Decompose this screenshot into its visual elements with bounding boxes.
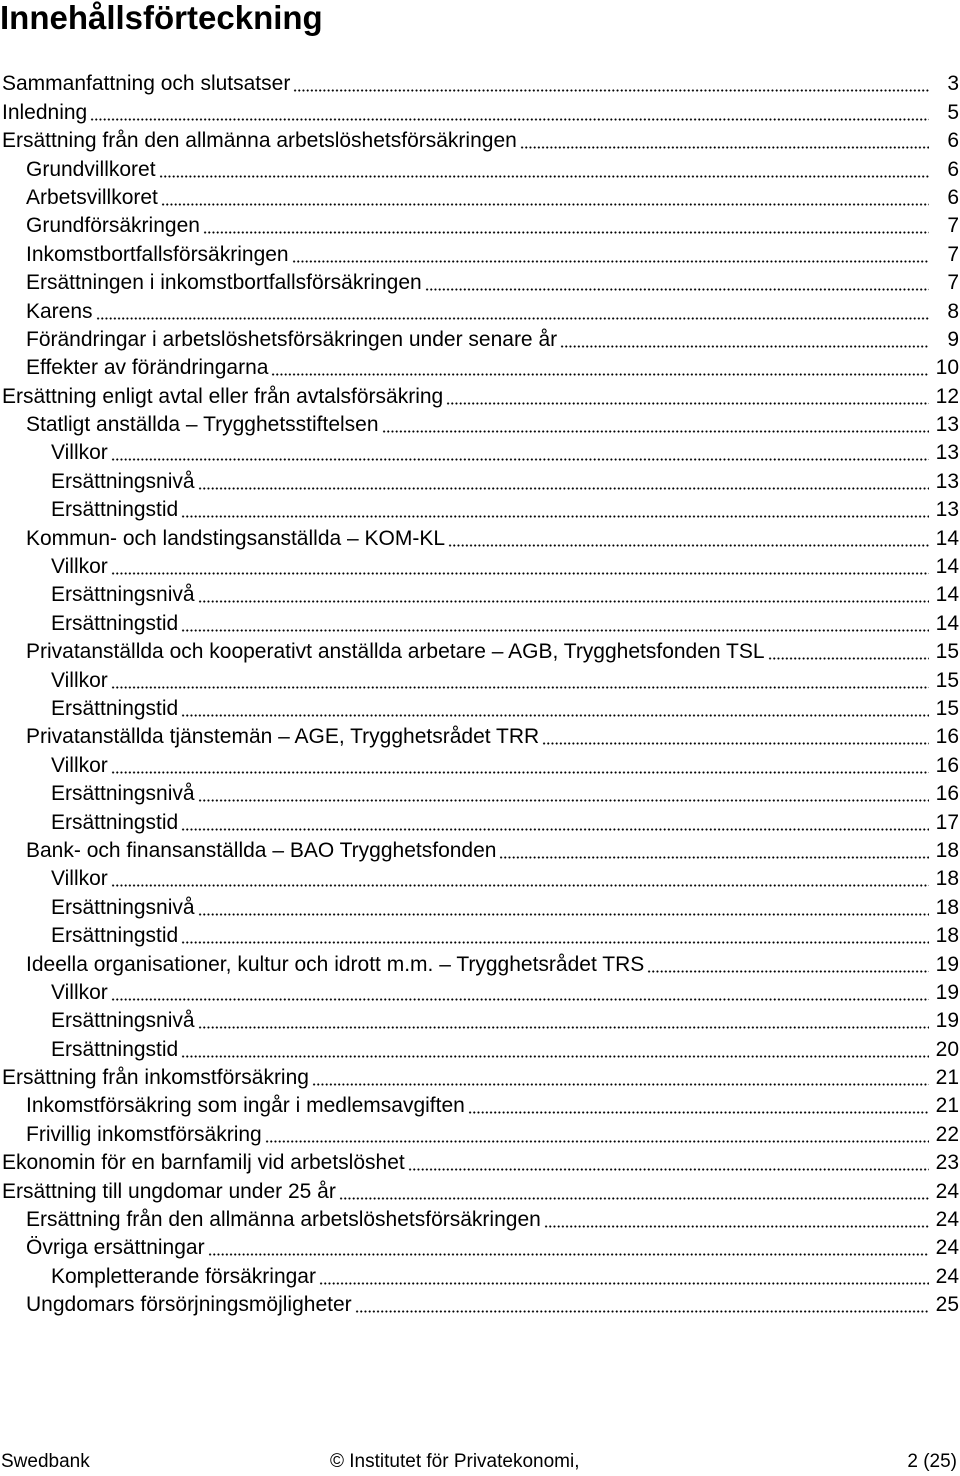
toc-entry-title: Ersättningsnivå	[51, 1009, 195, 1033]
toc-entry-title: Förändringar i arbetslöshetsförsäkringen under senare år	[26, 327, 558, 351]
toc-entry[interactable]	[0, 495, 960, 523]
toc-entry-page: 21	[935, 1066, 959, 1090]
toc-dot-leader	[181, 941, 929, 944]
toc-dot-leader	[198, 913, 929, 916]
toc-dot-leader	[198, 799, 929, 802]
toc-dot-leader	[520, 146, 929, 149]
toc-entry-title: Villkor	[51, 980, 108, 1004]
toc-entry[interactable]	[0, 1205, 960, 1233]
toc-entry-page: 7	[947, 214, 959, 238]
toc-entry-title: Ersättning från den allmänna arbetslöshetsförsäkringen	[2, 129, 517, 153]
toc-entry-title: Grundförsäkringen	[26, 214, 200, 238]
toc-entry-page: 7	[947, 271, 959, 295]
toc-entry-page: 13	[935, 441, 959, 465]
toc-dot-leader	[293, 89, 929, 92]
toc-entry[interactable]	[0, 296, 960, 324]
toc-entry[interactable]	[0, 694, 960, 722]
toc-dot-leader	[425, 288, 929, 291]
toc-entry[interactable]	[0, 1034, 960, 1062]
toc-entry-page: 14	[935, 526, 959, 550]
toc-entry-title: Karens	[26, 299, 93, 323]
toc-entry[interactable]	[0, 69, 960, 97]
toc-entry-title: Ersättningsnivå	[51, 583, 195, 607]
toc-entry-title: Ersättningsnivå	[51, 469, 195, 493]
toc-dot-leader	[265, 1140, 929, 1143]
page-footer	[0, 1450, 960, 1476]
toc-dot-leader	[111, 572, 929, 575]
toc-entry-page: 24	[935, 1208, 959, 1232]
toc-dot-leader	[181, 1055, 929, 1058]
toc-entry[interactable]	[0, 608, 960, 636]
footer-page-number: 2 (25)	[907, 1451, 957, 1472]
toc-entry-page: 20	[935, 1037, 959, 1061]
toc-entry[interactable]	[0, 722, 960, 750]
toc-entry-page: 24	[935, 1236, 959, 1260]
toc-entry-page: 12	[935, 384, 959, 408]
toc-entry-title: Ersättningsnivå	[51, 782, 195, 806]
toc-dot-leader	[198, 600, 929, 603]
toc-entry[interactable]	[0, 523, 960, 551]
document-title: Innehållsförteckning	[0, 0, 323, 36]
toc-entry-title: Övriga ersättningar	[26, 1236, 205, 1260]
toc-entry-page: 6	[947, 157, 959, 181]
toc-dot-leader	[111, 998, 929, 1001]
toc-entry-page: 15	[935, 668, 959, 692]
toc-entry-page: 15	[935, 640, 959, 664]
toc-entry-title: Ersättningstid	[51, 924, 179, 948]
toc-dot-leader	[319, 1282, 929, 1285]
toc-entry[interactable]	[0, 239, 960, 267]
toc-entry-page: 3	[947, 72, 959, 96]
toc-dot-leader	[161, 203, 929, 206]
toc-entry-page: 14	[935, 611, 959, 635]
toc-entry-page: 19	[935, 980, 959, 1004]
toc-entry-page: 6	[947, 129, 959, 153]
toc-entry-page: 10	[935, 356, 959, 380]
toc-entry[interactable]	[0, 466, 960, 494]
toc-dot-leader	[198, 1026, 929, 1029]
toc-entry[interactable]	[0, 1176, 960, 1204]
toc-entry-title: Effekter av förändringarna	[26, 356, 269, 380]
toc-dot-leader	[499, 856, 929, 859]
toc-entry-page: 8	[947, 299, 959, 323]
toc-entry[interactable]	[0, 1006, 960, 1034]
toc-entry-title: Privatanställda tjänstemän – AGE, Trygghetsrådet TRR	[26, 725, 540, 749]
toc-entry-page: 25	[935, 1293, 959, 1317]
toc-dot-leader	[408, 1168, 929, 1171]
toc-entry-page: 16	[935, 753, 959, 777]
toc-dot-leader	[111, 771, 929, 774]
toc-dot-leader	[111, 458, 929, 461]
toc-entry-page: 22	[935, 1122, 959, 1146]
toc-entry[interactable]	[0, 325, 960, 353]
toc-entry-page: 18	[935, 838, 959, 862]
toc-entry-page: 14	[935, 583, 959, 607]
toc-dot-leader	[560, 345, 929, 348]
toc-dot-leader	[446, 402, 929, 405]
toc-entry-title: Villkor	[51, 441, 108, 465]
table-of-contents	[0, 69, 960, 1318]
toc-entry[interactable]	[0, 750, 960, 778]
toc-dot-leader	[544, 1225, 929, 1228]
toc-entry-title: Villkor	[51, 867, 108, 891]
toc-entry[interactable]	[0, 1148, 960, 1176]
toc-entry[interactable]	[0, 438, 960, 466]
toc-dot-leader	[90, 118, 929, 121]
toc-entry-title: Ersättning från den allmänna arbetslöshetsförsäkringen	[26, 1208, 541, 1232]
toc-entry-page: 9	[947, 327, 959, 351]
toc-entry[interactable]	[0, 892, 960, 920]
toc-entry[interactable]	[0, 1119, 960, 1147]
toc-dot-leader	[312, 1083, 929, 1086]
toc-entry-title: Ersättningstid	[51, 810, 179, 834]
toc-entry[interactable]	[0, 864, 960, 892]
toc-dot-leader	[198, 487, 929, 490]
toc-entry-title: Ersättningstid	[51, 498, 179, 522]
toc-entry-title: Ersättning till ungdomar under 25 år	[2, 1179, 336, 1203]
toc-entry-page: 5	[947, 100, 959, 124]
toc-entry-page: 16	[935, 725, 959, 749]
toc-entry-page: 7	[947, 242, 959, 266]
toc-dot-leader	[271, 373, 929, 376]
toc-entry-page: 23	[935, 1151, 959, 1175]
toc-entry[interactable]	[0, 1063, 960, 1091]
toc-entry-page: 19	[935, 952, 959, 976]
toc-entry-title: Frivillig inkomstförsäkring	[26, 1122, 262, 1146]
toc-entry-page: 19	[935, 1009, 959, 1033]
toc-entry-title: Inkomstbortfallsförsäkringen	[26, 242, 289, 266]
toc-dot-leader	[181, 828, 929, 831]
toc-entry-title: Bank- och finansanställda – BAO Trygghetsfonden	[26, 838, 497, 862]
toc-entry-page: 16	[935, 782, 959, 806]
toc-entry-title: Ersättningsnivå	[51, 895, 195, 919]
toc-entry[interactable]	[0, 665, 960, 693]
toc-entry-page: 18	[935, 867, 959, 891]
toc-entry[interactable]	[0, 97, 960, 125]
toc-entry-title: Ersättning enligt avtal eller från avtalsförsäkring	[2, 384, 444, 408]
toc-entry-title: Inkomstförsäkring som ingår i medlemsavgiften	[26, 1094, 465, 1118]
footer-copyright: © Institutet för Privatekonomi,	[330, 1451, 580, 1472]
toc-entry-title: Ersättning från inkomstförsäkring	[2, 1066, 309, 1090]
toc-entry[interactable]	[0, 126, 960, 154]
toc-entry-page: 24	[935, 1264, 959, 1288]
toc-entry-page: 15	[935, 696, 959, 720]
toc-entry-title: Ekonomin för en barnfamilj vid arbetslöshet	[2, 1151, 405, 1175]
toc-entry-page: 17	[935, 810, 959, 834]
toc-entry[interactable]	[0, 1091, 960, 1119]
toc-entry-page: 13	[935, 413, 959, 437]
toc-entry-page: 14	[935, 555, 959, 579]
toc-entry-title: Inledning	[2, 100, 88, 124]
toc-entry-title: Privatanställda och kooperativt anställda arbetare – AGB, Trygghetsfonden TSL	[26, 640, 765, 664]
toc-entry[interactable]	[0, 353, 960, 381]
toc-entry-page: 13	[935, 498, 959, 522]
toc-dot-leader	[355, 1310, 929, 1313]
toc-entry[interactable]	[0, 949, 960, 977]
toc-entry[interactable]	[0, 580, 960, 608]
toc-dot-leader	[181, 515, 929, 518]
toc-dot-leader	[542, 742, 929, 745]
toc-entry-page: 6	[947, 185, 959, 209]
toc-dot-leader	[448, 544, 929, 547]
toc-entry-title: Ersättningstid	[51, 1037, 179, 1061]
toc-entry[interactable]	[0, 1233, 960, 1261]
footer-company: Swedbank	[1, 1451, 90, 1472]
toc-dot-leader	[468, 1111, 929, 1114]
toc-entry-title: Ersättningen i inkomstbortfallsförsäkringen	[26, 271, 422, 295]
toc-entry-title: Ungdomars försörjningsmöjligheter	[26, 1293, 352, 1317]
toc-entry[interactable]	[0, 836, 960, 864]
toc-dot-leader	[339, 1197, 929, 1200]
toc-entry-title: Villkor	[51, 668, 108, 692]
toc-entry[interactable]	[0, 1261, 960, 1289]
toc-entry[interactable]	[0, 381, 960, 409]
toc-entry[interactable]	[0, 807, 960, 835]
toc-entry-title: Arbetsvillkoret	[26, 185, 158, 209]
toc-dot-leader	[96, 317, 929, 320]
toc-dot-leader	[768, 657, 929, 660]
toc-dot-leader	[111, 884, 929, 887]
toc-dot-leader	[159, 175, 929, 178]
toc-entry-title: Ersättningstid	[51, 696, 179, 720]
toc-dot-leader	[181, 714, 929, 717]
toc-entry[interactable]	[0, 154, 960, 182]
toc-dot-leader	[382, 430, 929, 433]
toc-entry[interactable]	[0, 211, 960, 239]
toc-dot-leader	[203, 231, 929, 234]
toc-entry[interactable]	[0, 921, 960, 949]
toc-entry-title: Villkor	[51, 753, 108, 777]
toc-entry[interactable]	[0, 268, 960, 296]
toc-entry[interactable]	[0, 978, 960, 1006]
toc-entry[interactable]	[0, 410, 960, 438]
toc-entry[interactable]	[0, 1290, 960, 1318]
toc-entry-page: 18	[935, 924, 959, 948]
toc-entry-title: Ideella organisationer, kultur och idrott m.m. – Trygghetsrådet TRS	[26, 952, 645, 976]
toc-entry[interactable]	[0, 183, 960, 211]
toc-entry[interactable]	[0, 637, 960, 665]
toc-entry-title: Ersättningstid	[51, 611, 179, 635]
toc-entry-page: 24	[935, 1179, 959, 1203]
toc-dot-leader	[292, 260, 929, 263]
toc-entry-title: Statligt anställda – Trygghetsstiftelsen	[26, 413, 379, 437]
toc-entry-page: 18	[935, 895, 959, 919]
toc-entry-page: 21	[935, 1094, 959, 1118]
toc-dot-leader	[181, 629, 929, 632]
toc-dot-leader	[647, 970, 929, 973]
toc-dot-leader	[208, 1253, 929, 1256]
toc-entry[interactable]	[0, 552, 960, 580]
toc-entry-page: 13	[935, 469, 959, 493]
toc-dot-leader	[111, 686, 929, 689]
toc-entry[interactable]	[0, 779, 960, 807]
toc-entry-title: Villkor	[51, 555, 108, 579]
toc-entry-title: Kommun- och landstingsanställda – KOM-KL	[26, 526, 446, 550]
toc-entry-title: Kompletterande försäkringar	[51, 1264, 316, 1288]
toc-entry-title: Grundvillkoret	[26, 157, 156, 181]
toc-entry-title: Sammanfattning och slutsatser	[2, 72, 291, 96]
